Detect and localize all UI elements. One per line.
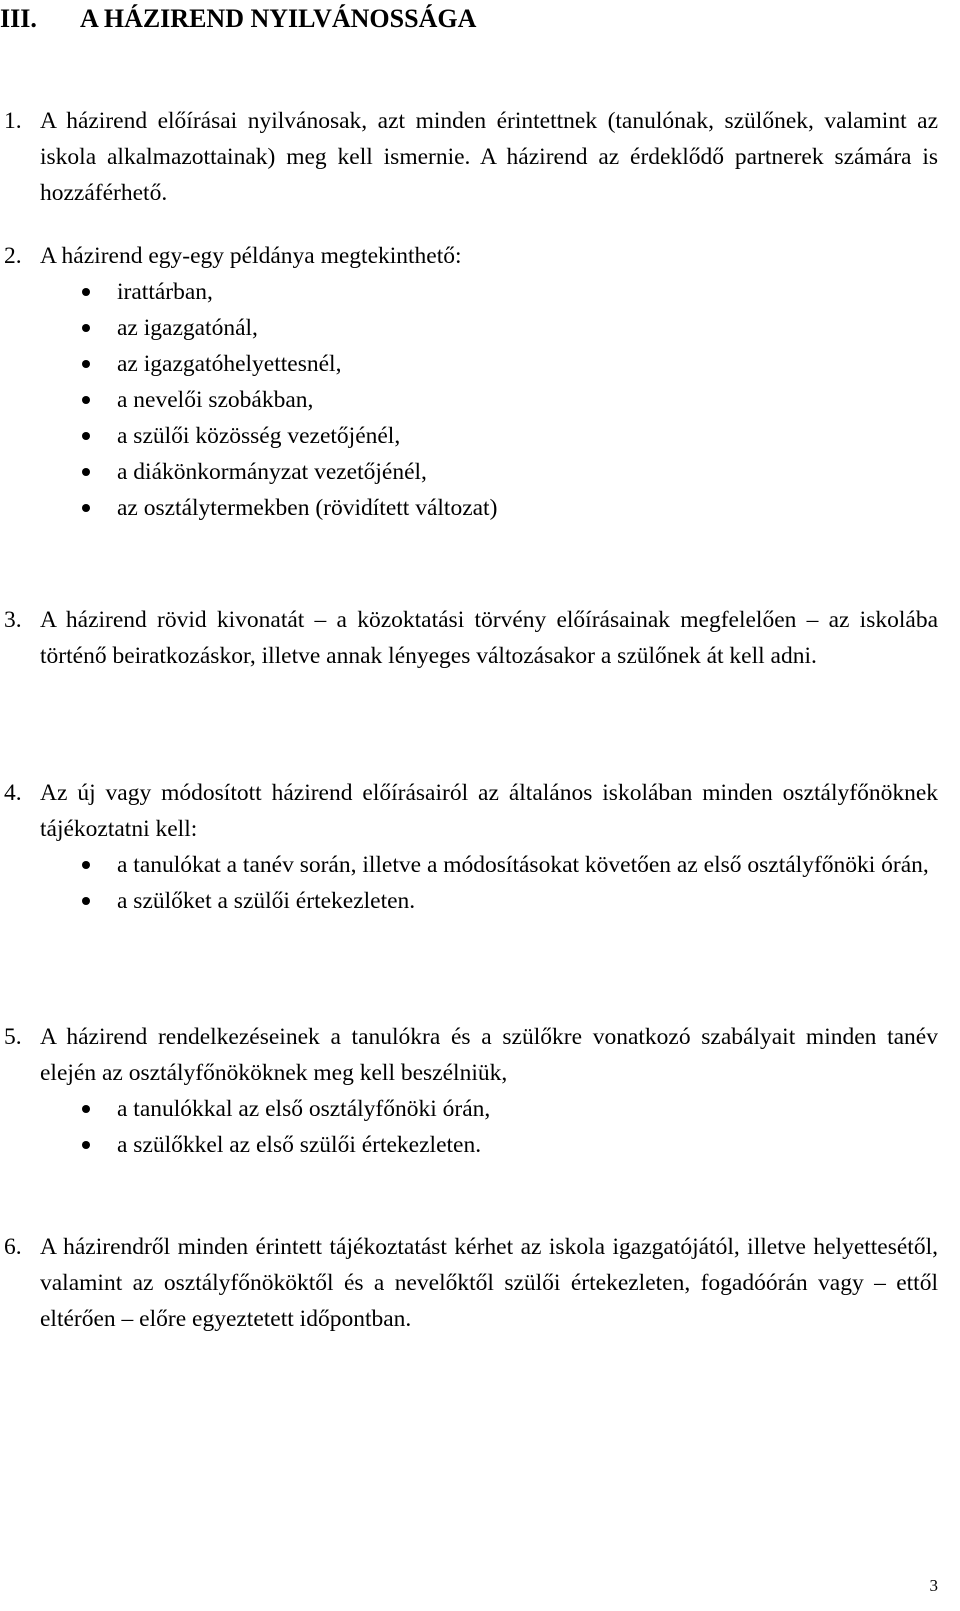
list-item: a diákönkormányzat vezetőjénél, — [40, 454, 938, 490]
bullet-icon — [82, 861, 90, 869]
section-text: A házirend egy-egy példánya megtekinthető: — [40, 243, 462, 269]
list-item: irattárban, — [40, 274, 938, 310]
section-1 — [4, 103, 938, 211]
section-number: 2. — [4, 243, 22, 269]
bullet-icon — [82, 1141, 90, 1149]
section-3 — [4, 602, 938, 674]
section-number: 1. — [4, 108, 22, 134]
bullet-icon — [82, 396, 90, 404]
section-number: 3. — [4, 607, 22, 633]
list-item: a szülőket a szülői értekezleten. — [40, 883, 938, 919]
bullet-icon — [82, 324, 90, 332]
section-5 — [4, 1019, 938, 1163]
heading-number: III. — [0, 4, 37, 33]
bullet-icon — [82, 468, 90, 476]
bullet-icon — [82, 432, 90, 440]
list-item: a szülőkkel az első szülői értekezleten. — [40, 1127, 938, 1163]
bullet-list — [40, 274, 938, 526]
bullet-list — [40, 847, 938, 919]
section-2 — [4, 238, 938, 526]
section-text: Az új vagy módosított házirend előírásairól az általános iskolában minden osztályfőnöknek tájékoztatni kell: — [40, 780, 938, 842]
bullet-icon — [82, 897, 90, 905]
section-heading — [0, 2, 476, 36]
list-item: a nevelői szobákban, — [40, 382, 938, 418]
bullet-icon — [82, 1105, 90, 1113]
section-text: A házirend előírásai nyilvánosak, azt minden érintettnek (tanulónak, szülőnek, valamint az iskola alkalmazottainak) meg kell ismernie. A házirend az érdeklődő partnerek számára is hozzáférhető. — [40, 108, 938, 206]
section-number: 6. — [4, 1234, 22, 1260]
bullet-icon — [82, 288, 90, 296]
list-item: az igazgatónál, — [40, 310, 938, 346]
section-text: A házirend rendelkezéseinek a tanulókra és a szülőkre vonatkozó szabályait minden tanév elején az osztályfőnököknek meg kell beszélniük, — [40, 1024, 938, 1086]
list-item: a szülői közösség vezetőjénél, — [40, 418, 938, 454]
bullet-icon — [82, 504, 90, 512]
bullet-list — [40, 1091, 938, 1163]
section-6 — [4, 1229, 938, 1337]
list-item: a tanulókkal az első osztályfőnöki órán, — [40, 1091, 938, 1127]
list-item: az igazgatóhelyettesnél, — [40, 346, 938, 382]
section-text: A házirendről minden érintett tájékoztatást kérhet az iskola igazgatójától, illetve helyettesétől, valamint az osztályfőnököktől és a nevelőktől szülői értekezleten, fogadóórán vagy – ettől eltérően – előre egyeztetett időpontban. — [40, 1234, 938, 1332]
list-item: az osztálytermekben (rövidített változat) — [40, 490, 938, 526]
section-text: A házirend rövid kivonatát – a közoktatási törvény előírásainak megfelelően – az iskolába történő beiratkozáskor, illetve annak lényeges változásakor a szülőnek át kell adni. — [40, 607, 938, 669]
bullet-icon — [82, 360, 90, 368]
page-number: 3 — [929, 1576, 938, 1595]
section-number: 5. — [4, 1024, 22, 1050]
list-item: a tanulókat a tanév során, illetve a módosításokat követően az első osztályfőnöki órán, — [40, 847, 938, 883]
heading-title: A HÁZIREND NYILVÁNOSSÁGA — [80, 4, 477, 33]
section-number: 4. — [4, 780, 22, 806]
section-4 — [4, 775, 938, 919]
